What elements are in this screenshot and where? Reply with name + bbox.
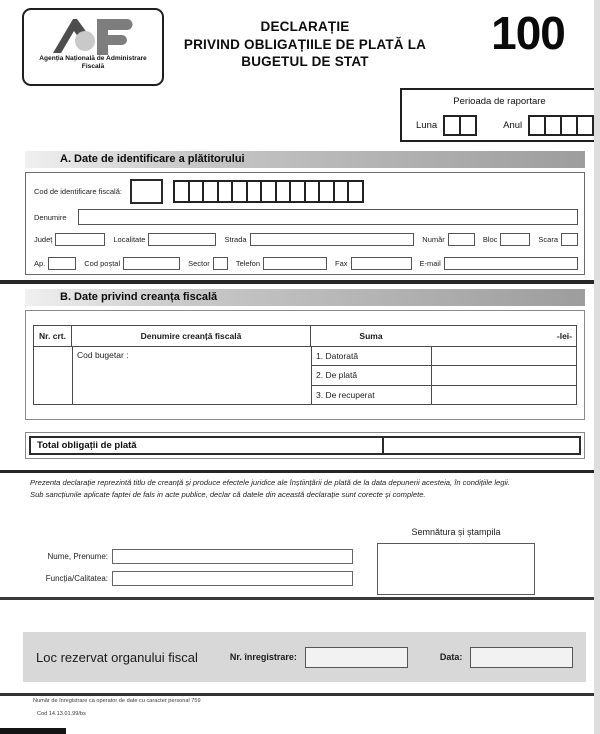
fiscal-code-prefix-box[interactable]	[130, 179, 163, 204]
scara-input[interactable]	[561, 233, 578, 246]
table-row	[312, 386, 576, 404]
form-title-line3: BUGETUL DE STAT	[241, 54, 369, 70]
semnatura-stampila-label: Semnătura și ștampila	[411, 527, 501, 537]
separator-line-2	[0, 470, 597, 473]
reporting-period-box	[400, 88, 599, 142]
anaf-logo-line2: Fiscală	[81, 63, 105, 71]
scara-label: Scara	[538, 235, 558, 244]
reporting-period-title: Perioada de raportare	[453, 96, 546, 107]
row-label-de-recuperat: 3. De recuperat	[312, 386, 432, 404]
nume-prenume-label: Nume, Prenume:	[47, 552, 108, 561]
digit-cell[interactable]	[576, 115, 594, 136]
suma-datorata-cell[interactable]	[432, 347, 576, 365]
anaf-logo-line1: Agenția Națională de Administrare	[39, 55, 147, 62]
digit-cell[interactable]	[459, 115, 477, 136]
denumire-input[interactable]	[78, 209, 578, 225]
bottom-left-bar	[0, 728, 66, 734]
declaration-text	[30, 477, 575, 501]
bloc-label: Bloc	[482, 235, 498, 244]
total-box	[25, 432, 585, 459]
data-label: Data:	[439, 652, 463, 662]
data-input[interactable]	[470, 647, 573, 668]
section-a-title: A. Date de identificare a plătitorului	[60, 153, 245, 165]
telefon-label: Telefon	[235, 259, 260, 268]
section-b-header	[25, 289, 585, 306]
month-label: Luna	[416, 120, 438, 131]
declaration-line2: Sub sancțiunile aplicate faptei de fals in acte publice, declar că datele din această declarație sunt corecte și complete.	[30, 490, 426, 500]
total-value-cell[interactable]	[382, 438, 579, 453]
form-title-line2: PRIVIND OBLIGAȚIILE DE PLATĂ LA	[183, 36, 427, 52]
judet-label: Județ	[34, 235, 53, 244]
year-label: Anul	[503, 120, 523, 131]
footer-operator-text: Număr de înregistrare ca operator de date cu caracter personal 759	[33, 698, 201, 704]
form-title-line1: DECLARAȚIE	[260, 19, 350, 34]
row-label-datorata: 1. Datorată	[312, 347, 432, 365]
signature-stamp-box[interactable]	[377, 543, 535, 595]
table-row	[312, 347, 576, 366]
section-b-box	[25, 310, 585, 420]
denumire-label: Denumire	[34, 212, 67, 222]
nr-inregistrare-input[interactable]	[305, 647, 408, 668]
bloc-input[interactable]	[500, 233, 530, 246]
form-title	[155, 18, 455, 71]
total-label: Total obligații de plată	[37, 440, 137, 451]
cod-bugetar-cell[interactable]: Cod bugetar :	[73, 347, 312, 404]
form-number-100: 100	[491, 7, 565, 59]
col-header-lei: -lei-	[556, 331, 572, 341]
separator-line-4	[0, 693, 597, 696]
fiscal-code-row	[34, 179, 364, 204]
table-row	[312, 366, 576, 385]
suma-de-recuperat-cell[interactable]	[432, 386, 576, 404]
col-header-nr-crt: Nr. crt.	[34, 326, 72, 346]
fiscal-code-cells	[173, 180, 364, 203]
separator-line-3	[0, 597, 600, 600]
localitate-label: Localitate	[113, 235, 146, 244]
col-header-suma: Suma	[359, 331, 383, 341]
declaration-line1: Prezenta declarație reprezintă titlu de creanță și produce efectele juridice ale înștiințării de plată de la data depunerii acesteia, în condițiile legii.	[30, 478, 510, 487]
fiscal-authority-box	[23, 632, 586, 682]
sector-label: Sector	[188, 259, 210, 268]
fiscal-code-label: Cod de identificare fiscală:	[34, 187, 122, 196]
email-label: E-mail	[419, 259, 441, 268]
anaf-logo	[22, 8, 164, 86]
footer-form-code: Cod 14.13.01.99/bs	[37, 711, 86, 717]
section-b-title: B. Date privind creanța fiscală	[60, 291, 218, 303]
nume-prenume-input[interactable]	[112, 549, 353, 564]
table-header-row	[34, 326, 576, 347]
ap-input[interactable]	[48, 257, 76, 270]
fax-input[interactable]	[351, 257, 412, 270]
suma-de-plata-cell[interactable]	[432, 366, 576, 384]
functia-calitatea-input[interactable]	[112, 571, 353, 586]
ap-label: Ap.	[34, 259, 46, 268]
nr-crt-cell[interactable]	[34, 347, 73, 404]
scan-edge-strip	[594, 0, 600, 734]
separator-line-1	[0, 280, 597, 284]
col-header-denumire: Denumire creanță fiscală	[72, 326, 311, 346]
tax-claim-table	[33, 325, 577, 405]
digit-cell[interactable]	[347, 180, 364, 203]
numar-input[interactable]	[448, 233, 475, 246]
cod-postal-label: Cod poștal	[84, 259, 121, 268]
col-header-suma-wrap	[311, 326, 576, 346]
cod-postal-input[interactable]	[123, 257, 180, 270]
table-body	[34, 347, 576, 404]
anaf-logo-caption	[39, 55, 146, 71]
year-cells	[528, 115, 594, 136]
strada-label: Strada	[224, 235, 247, 244]
row-label-de-plata: 2. De plată	[312, 366, 432, 384]
section-a-box	[25, 172, 585, 275]
section-a-header	[25, 151, 585, 168]
email-input[interactable]	[444, 257, 578, 270]
strada-input[interactable]	[250, 233, 415, 246]
localitate-input[interactable]	[148, 233, 216, 246]
month-cells	[443, 115, 477, 136]
anaf-af-icon	[47, 13, 139, 55]
loc-rezervat-title: Loc rezervat organului fiscal	[36, 649, 198, 665]
nr-inregistrare-label: Nr. înregistrare:	[229, 652, 297, 662]
numar-label: Număr	[422, 235, 445, 244]
sector-input[interactable]	[213, 257, 228, 270]
judet-input[interactable]	[55, 233, 105, 246]
fax-label: Fax	[335, 259, 348, 268]
functia-calitatea-label: Funcția/Calitatea:	[45, 574, 108, 583]
telefon-input[interactable]	[263, 257, 327, 270]
